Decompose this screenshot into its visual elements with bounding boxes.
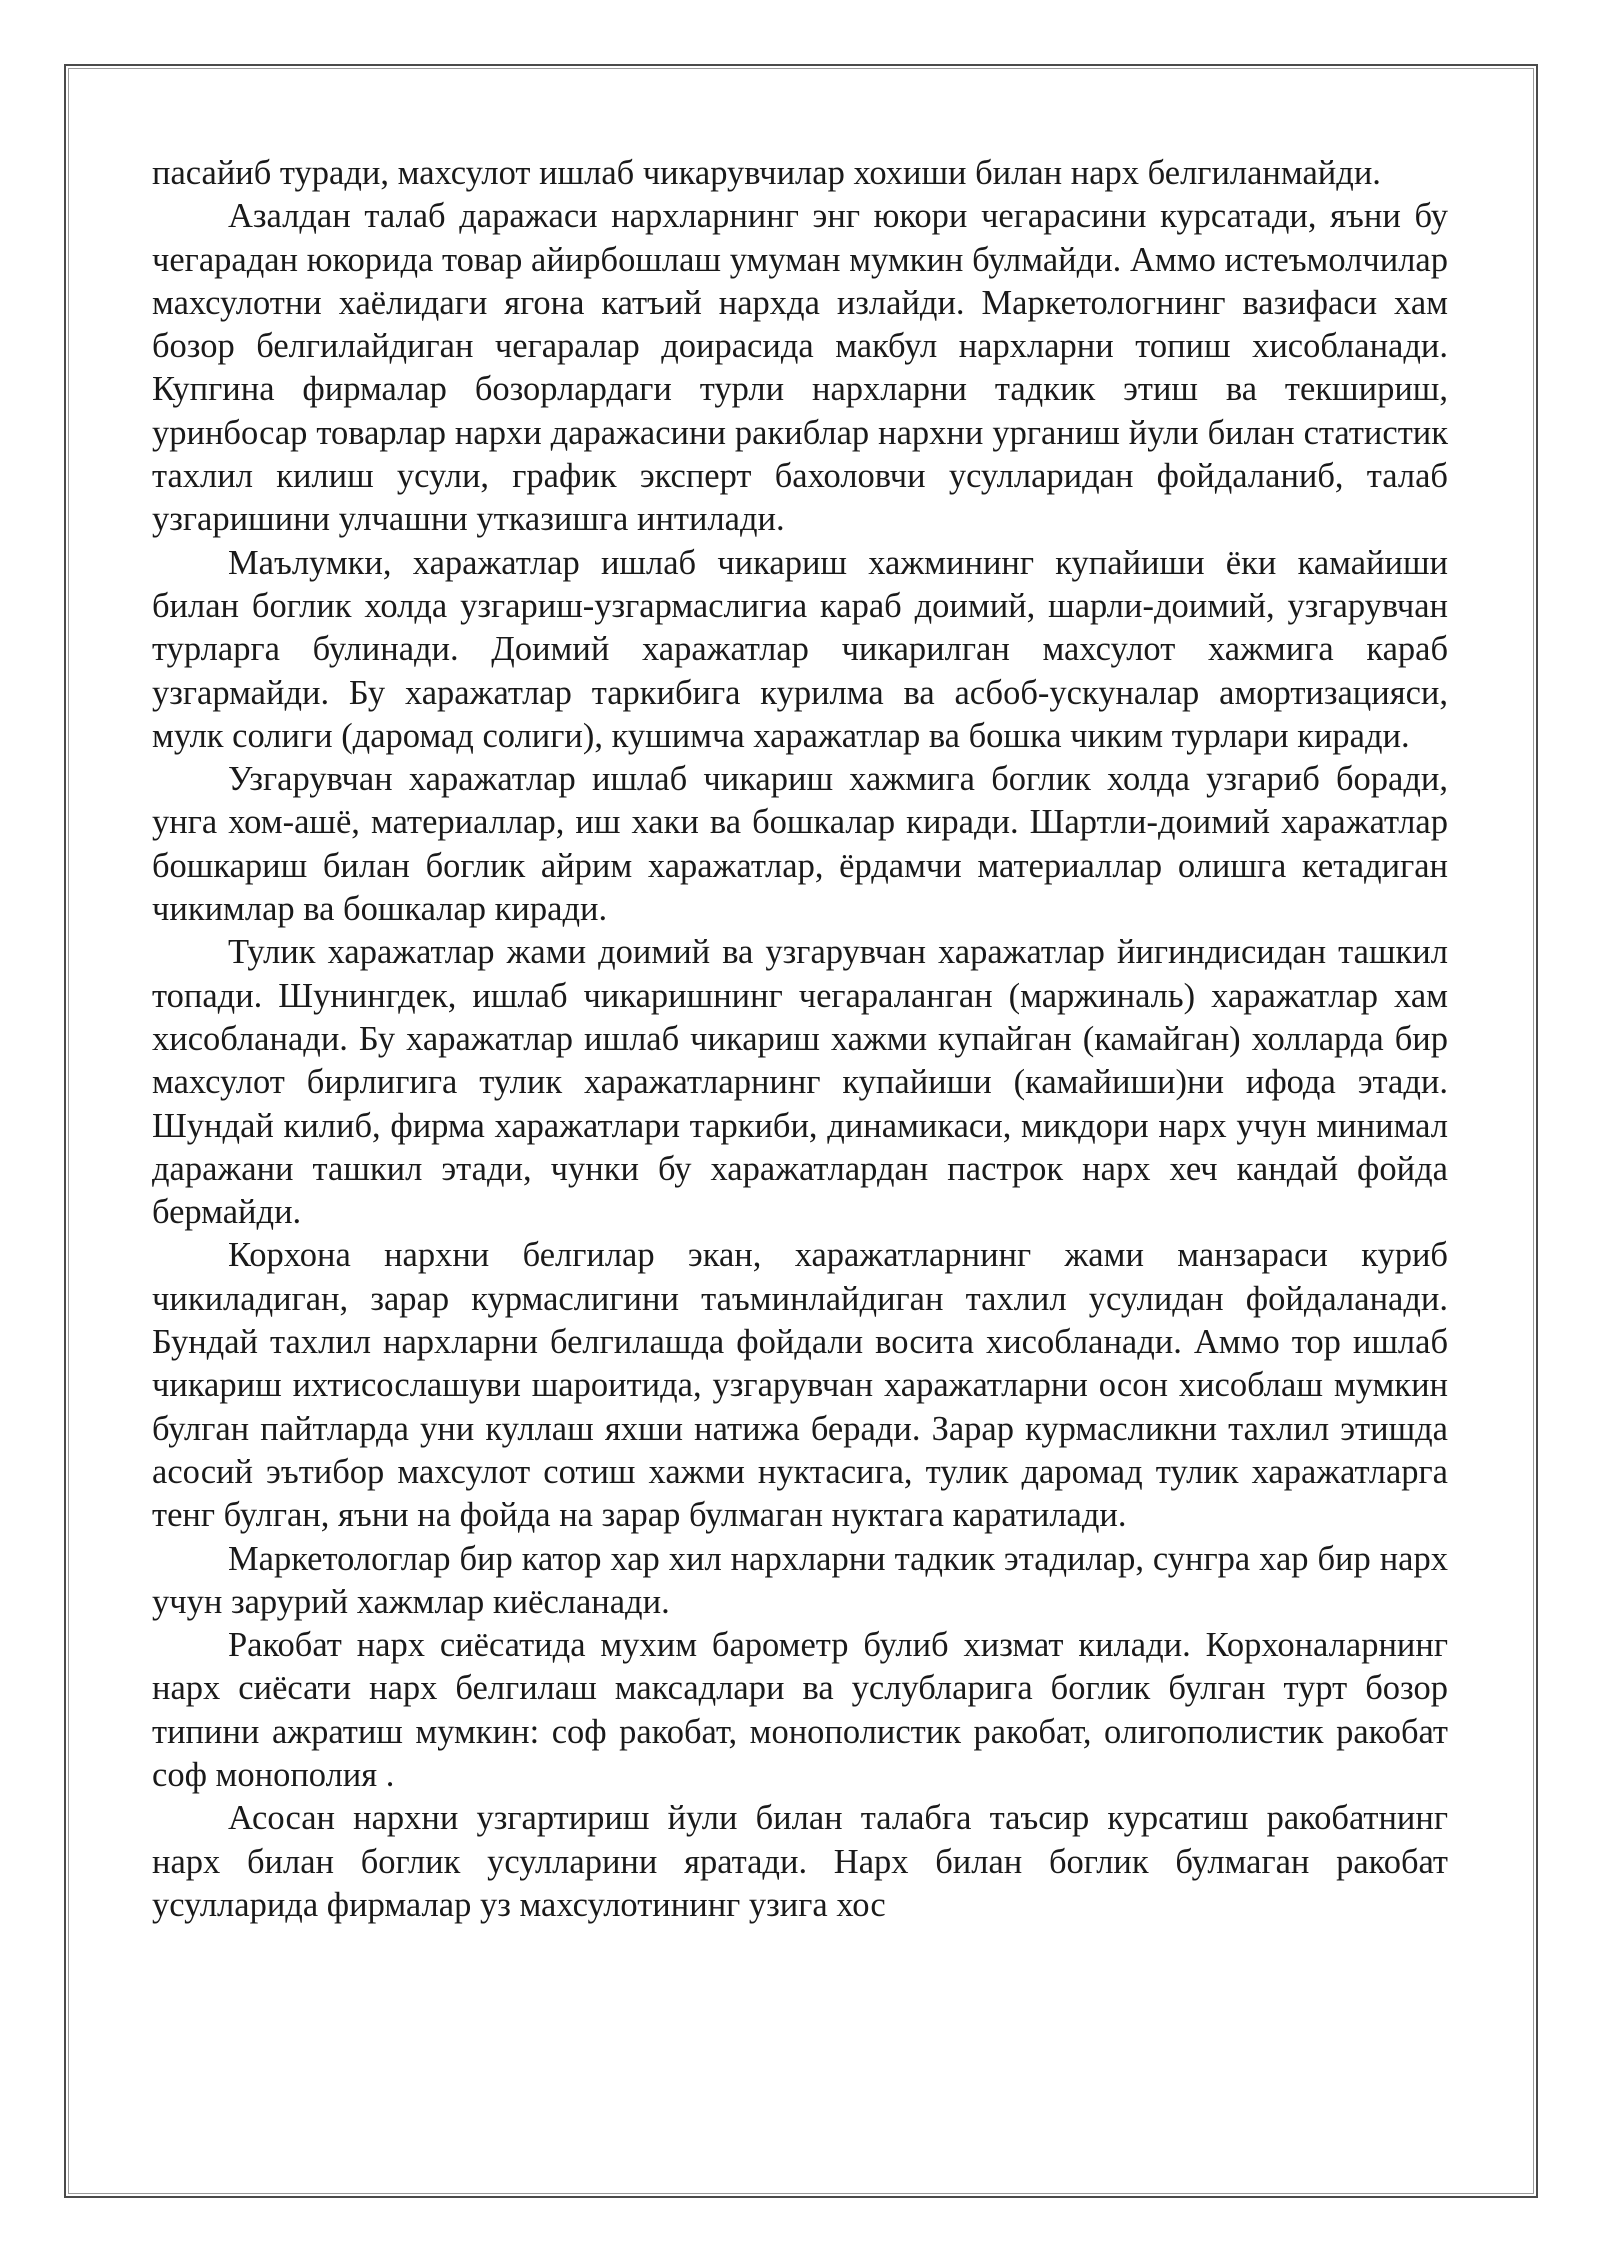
paragraph-4: Узгарувчан харажатлар ишлаб чикариш хажмига боглик холда узгариб боради, унга хом-ашё, материаллар, иш хаки ва бошкалар киради. Шартли-доимий харажатлар бошкариш билан боглик айрим харажатлар, ёрдамчи материаллар олишга кетадиган чикимлар ва бошкалар киради.: [152, 760, 1448, 929]
paragraph-1: пасайиб туради, махсулот ишлаб чикарувчилар хохиши билан нарх белгиланмайди.: [152, 154, 1381, 192]
paragraph-5: Тулик харажатлар жами доимий ва узгарувчан харажатлар йигиндисидан ташкил топади. Шунингдек, ишлаб чикаришнинг чегараланган (маржиналь) харажатлар хам хисобланади. Бу харажатлар ишлаб чикариш хажми купайган (камайган) холларда бир махсулот бирлигига тулик харажатларнинг купайиши (камайиши)ни ифода этади. Шундай килиб, фирма харажатлари таркиби, динамикаси, микдори нарх учун минимал даражани ташкил этади, чунки бу харажатлардан пастрок нарх хеч кандай фойда бермайди.: [152, 933, 1448, 1232]
paragraph-8: Ракобат нарх сиёсатида мухим барометр булиб хизмат килади. Корхоналарнинг нарх сиёсати нарх белгилаш максадлари ва услубларига боглик булган турт бозор типини ажратиш мумкин: соф ракобат, монополистик ракобат, олигополистик ракобат соф монополия .: [152, 1626, 1448, 1794]
paragraph-6: Корхона нархни белгилар экан, харажатларнинг жами манзараси куриб чикиладиган, зарар курмаслигини таъминлайдиган тахлил усулидан фойдаланади. Бундай тахлил нархларни белгилашда фойдали восита хисобланади. Аммо тор ишлаб чикариш ихтисослашуви шароитида, узгарувчан харажатларни осон хисоблаш мумкин булган пайтларда уни куллаш яхши натижа беради. Зарар курмасликни тахлил этишда асосий эътибор махсулот сотиш хажми нуктасига, тулик даромад тулик харажатларга тенг булган, яъни на фойда на зарар булмаган нуктага каратилади.: [152, 1236, 1448, 1535]
paragraph-9: Асосан нархни узгартириш йули билан талабга таъсир курсатиш ракобатнинг нарх билан боглик усулларини яратади. Нарх билан боглик булмаган ракобат усулларида фирмалар уз махсулотининг узига хос: [152, 1799, 1448, 1924]
paragraph-3: Маълумки, харажатлар ишлаб чикариш хажмининг купайиши ёки камайиши билан боглик холда узгариш-узгармаслигиа караб доимий, шарли-доимий, узгарувчан турларга булинади. Доимий харажатлар чикарилган махсулот хажмига караб узгармайди. Бу харажатлар таркибига курилма ва асбоб-ускуналар амортизацияси, мулк солиги (даромад солиги), кушимча харажатлар ва бошка чиким турлари киради.: [152, 543, 1448, 755]
paragraph-2: Азалдан талаб даражаси нархларнинг энг юкори чегарасини курсатади, яъни бу чегарадан юкорида товар айирбошлаш умуман мумкин булмайди. Аммо истеъмолчилар махсулотни хаёлидаги ягона катъий нархда излайди. Маркетологнинг вазифаси хам бозор белгилайдиган чегаралар доирасида макбул нархларни топиш хисобланади. Купгина фирмалар бозорлардаги турли нархларни тадкик этиш ва текшириш, уринбосар товарлар нархи даражасини ракиблар нархни урганиш йули билан статистик тахлил килиш усули, график эксперт бахоловчи усулларидан фойдаланиб, талаб узгаришини улчашни утказишга интилади.: [152, 197, 1448, 539]
page-body: [152, 152, 1448, 1927]
paragraph-7: Маркетологлар бир катор хар хил нархларни тадкик этадилар, сунгра хар бир нарх учун зарурий хажмлар киёсланади.: [152, 1539, 1448, 1621]
